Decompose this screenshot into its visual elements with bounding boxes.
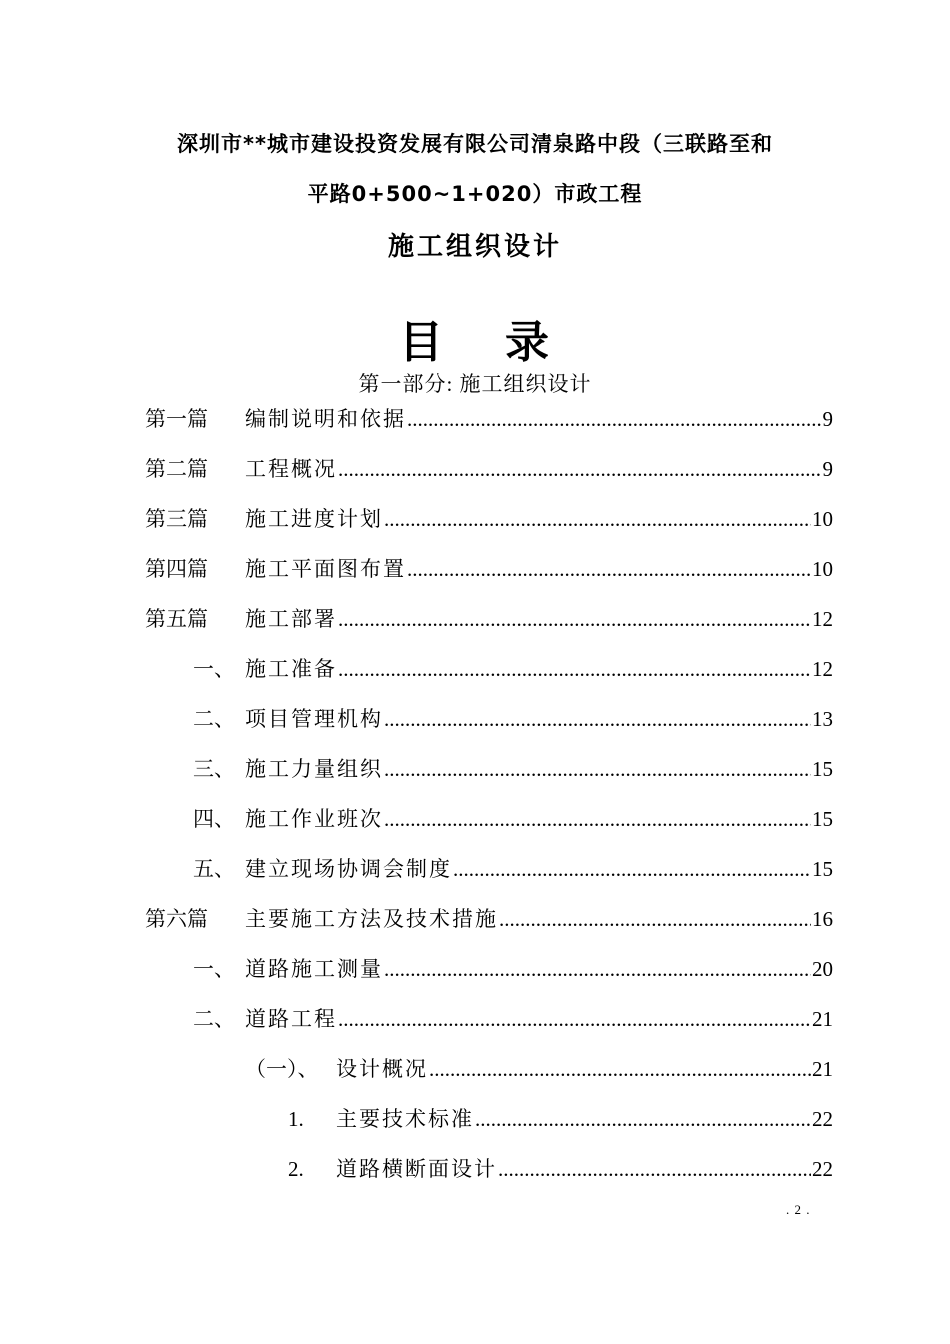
toc-entry-page: 15 bbox=[812, 807, 833, 831]
toc-entry-page: 15 bbox=[812, 757, 833, 781]
toc-entry-number: 第三篇 bbox=[145, 507, 208, 531]
toc-entry[interactable] bbox=[145, 953, 833, 983]
toc-entry[interactable] bbox=[145, 553, 833, 583]
page-number-footer: . 2 . bbox=[786, 1202, 811, 1217]
toc-entry[interactable] bbox=[145, 403, 833, 433]
toc-dot-leader bbox=[407, 557, 811, 582]
document-title-line2: 平路0+500~1+020）市政工程 bbox=[307, 182, 643, 206]
toc-dot-leader bbox=[499, 907, 811, 932]
toc-entry-title: 项目管理机构 bbox=[245, 707, 383, 731]
toc-entry-title: 施工作业班次 bbox=[245, 807, 383, 831]
toc-dot-leader bbox=[338, 657, 811, 682]
toc-entry[interactable] bbox=[145, 503, 833, 533]
toc-entry-number: 五、 bbox=[193, 857, 235, 881]
toc-dot-leader bbox=[453, 857, 811, 882]
toc-entry-page: 12 bbox=[812, 657, 833, 681]
toc-entry-title: 编制说明和依据 bbox=[245, 407, 406, 431]
toc-entry[interactable] bbox=[145, 853, 833, 883]
document-subtitle: 施工组织设计 bbox=[387, 232, 562, 262]
toc-entry-title: 施工部署 bbox=[245, 607, 337, 631]
toc-entry-page: 22 bbox=[812, 1157, 833, 1181]
toc-entry-number: 一、 bbox=[193, 657, 235, 681]
toc-entry-title: 建立现场协调会制度 bbox=[245, 857, 452, 881]
toc-entry-page: 13 bbox=[812, 707, 833, 731]
toc-heading-char2: 录 bbox=[505, 317, 551, 368]
toc-entry[interactable] bbox=[145, 703, 833, 733]
toc-entry-title: 道路施工测量 bbox=[245, 957, 383, 981]
toc-entry[interactable] bbox=[145, 903, 833, 933]
toc-entry-page: 22 bbox=[812, 1107, 833, 1131]
toc-entry-title: 施工准备 bbox=[245, 657, 337, 681]
toc-entry-number: （一）、 bbox=[245, 1057, 319, 1081]
toc-entry-number: 四、 bbox=[193, 807, 235, 831]
toc-entry-number: 2. bbox=[288, 1157, 304, 1181]
toc-entry-title: 主要技术标准 bbox=[336, 1107, 474, 1131]
toc-entry-title: 主要施工方法及技术措施 bbox=[245, 907, 498, 931]
toc-dot-leader bbox=[384, 957, 811, 982]
toc-entry-title: 工程概况 bbox=[245, 457, 337, 481]
toc-entry-title: 施工平面图布置 bbox=[245, 557, 406, 581]
toc-dot-leader bbox=[384, 757, 811, 782]
toc-dot-leader bbox=[429, 1057, 811, 1082]
toc-entry-page: 10 bbox=[812, 557, 833, 581]
toc-entry-title: 道路工程 bbox=[245, 1007, 337, 1031]
toc-entry-number: 1. bbox=[288, 1107, 304, 1131]
toc-dot-leader bbox=[384, 507, 811, 532]
toc-entry[interactable] bbox=[145, 453, 833, 483]
toc-entry-page: 21 bbox=[812, 1007, 833, 1031]
toc-entry-number: 第六篇 bbox=[145, 907, 208, 931]
toc-entry-title: 施工进度计划 bbox=[245, 507, 383, 531]
toc-dot-leader bbox=[498, 1157, 811, 1182]
toc-entry[interactable] bbox=[145, 653, 833, 683]
toc-entry-number: 第一篇 bbox=[145, 407, 208, 431]
toc-entry-page: 9 bbox=[822, 457, 833, 481]
toc-entry-page: 10 bbox=[812, 507, 833, 531]
toc-entry[interactable] bbox=[145, 753, 833, 783]
toc-dot-leader bbox=[475, 1107, 811, 1132]
toc-heading-char1: 目 bbox=[399, 317, 445, 368]
toc-entry[interactable] bbox=[145, 1053, 833, 1083]
toc-dot-leader bbox=[384, 707, 811, 732]
toc-heading bbox=[0, 306, 950, 370]
toc-entry[interactable] bbox=[145, 1003, 833, 1033]
toc-entry-title: 施工力量组织 bbox=[245, 757, 383, 781]
toc-dot-leader bbox=[338, 607, 811, 632]
toc-entry-page: 21 bbox=[812, 1057, 833, 1081]
toc-entry-number: 二、 bbox=[193, 707, 235, 731]
document-title-line1: 深圳市**城市建设投资发展有限公司清泉路中段（三联路至和 bbox=[177, 132, 773, 156]
toc-entry-page: 12 bbox=[812, 607, 833, 631]
toc-entry-title: 道路横断面设计 bbox=[336, 1157, 497, 1181]
toc-entry-number: 二、 bbox=[193, 1007, 235, 1031]
toc-entry-number: 三、 bbox=[193, 757, 235, 781]
toc-entry[interactable] bbox=[145, 1153, 833, 1183]
toc-dot-leader bbox=[338, 457, 822, 482]
toc-entry[interactable] bbox=[145, 803, 833, 833]
toc-entry-page: 15 bbox=[812, 857, 833, 881]
part-heading: 第一部分: 施工组织设计 bbox=[358, 372, 592, 396]
toc-dot-leader bbox=[384, 807, 811, 832]
toc-entry[interactable] bbox=[145, 1103, 833, 1133]
toc-entry-page: 16 bbox=[812, 907, 833, 931]
toc-entry-number: 一、 bbox=[193, 957, 235, 981]
toc-dot-leader bbox=[407, 407, 822, 432]
toc-entry-number: 第二篇 bbox=[145, 457, 208, 481]
toc-entry-title: 设计概况 bbox=[336, 1057, 428, 1081]
toc-entry-number: 第四篇 bbox=[145, 557, 208, 581]
toc-entry-page: 9 bbox=[822, 407, 833, 431]
toc-entry-number: 第五篇 bbox=[145, 607, 208, 631]
toc-dot-leader bbox=[338, 1007, 811, 1032]
toc-entry[interactable] bbox=[145, 603, 833, 633]
toc-entry-page: 20 bbox=[812, 957, 833, 981]
